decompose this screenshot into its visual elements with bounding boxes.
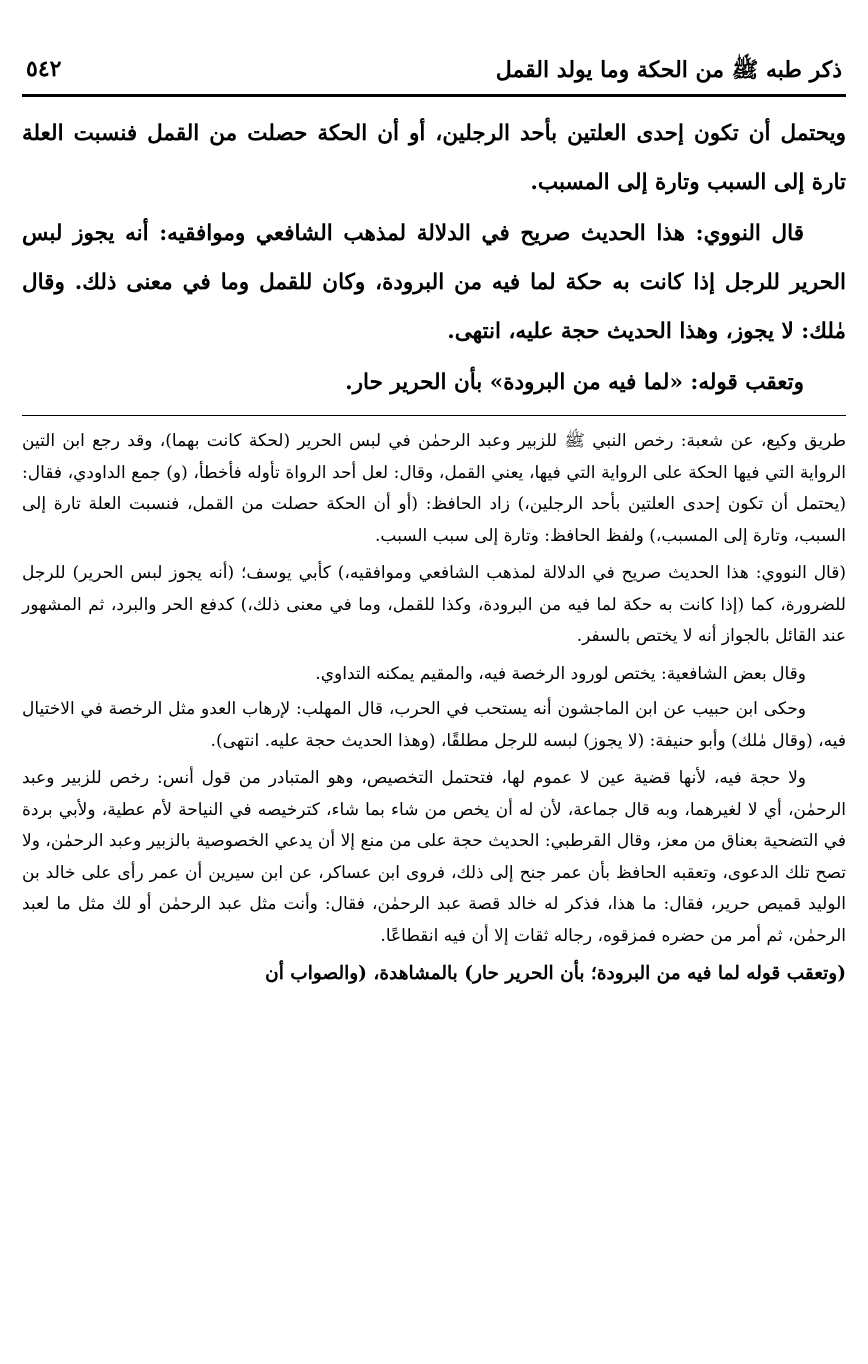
book-page: [22, 54, 846, 994]
commentary-paragraph: وحكى ابن حبيب عن ابن الماجشون أنه يستحب في الحرب، قال المهلب: لإرهاب العدو مثل الرخصة في الاختيال فيه، (وقال مٰلك) وأبو حنيفة: (لا يجوز) لبسه للرجل مطلقًا، (وهذا الحديث حجة عليه. انتهى).: [22, 699, 846, 751]
main-text-paragraph: ويحتمل أن تكون إحدى العلتين بأحد الرجلين، أو أن الحكة حصلت من القمل فنسبت العلة تارة إلى السبب وتارة إلى المسبب.: [22, 121, 846, 195]
commentary-text: [22, 426, 846, 990]
commentary-paragraph: (قال النووي: هذا الحديث صريح في الدلالة لمذهب الشافعي وموافقيه،) كأبي يوسف؛ (أنه يجوز لبس الحرير) للرجل للضرورة، كما (إذا كانت به حكة لما فيه من البرودة، وكذا للقمل، وما في معنى ذلك،) كدفع الحر والبرد، ثم المشهور عند القائل بالجواز أنه لا يختص بالسفر.: [22, 563, 846, 646]
commentary-paragraph: ولا حجة فيه، لأنها قضية عين لا عموم لها، فتحتمل التخصيص، وهو المتبادر من قول أنس: رخص للزبير وعبد الرحمٰن، أي لا لغيرهما، وبه قال جماعة، لأن له أن يخص من شاء بما شاء، كترخيصه في النياحة لأم عطية، ولأبي بردة في التضحية بعناق من معز، وقال القرطبي: الحديث حجة على من منع إلا أن يدعي الخصوصية بالزبير وعبد الرحمٰن، ولا تصح تلك الدعوى، وتعقبه الحافظ بأن عمر جنح إلى ذلك، فروى ابن عساكر، عن ابن سيرين أن عمر رأى على خالد بن الوليد قميص حرير، فقال: ما هذا، فذكر له خالد قصة عبد الرحمٰن، فقال: وأنت مثل عبد الرحمٰن أو لك مثل ما لعبد الرحمٰن، ثم أمر من حضره فمزقوه، رجاله ثقات إلا أن فيه انقطاعًا.: [22, 768, 846, 946]
page-number: ٥٤٢: [26, 56, 62, 82]
commentary-paragraph: (وتعقب قوله لما فيه من البرودة؛ بأن الحرير حار) بالمشاهدة، (والصواب أن: [265, 963, 846, 984]
main-text: [22, 97, 846, 407]
page-header: [22, 54, 846, 97]
section-divider: [22, 415, 846, 416]
main-text-paragraph: قال النووي: هذا الحديث صريح في الدلالة لمذهب الشافعي وموافقيه: أنه يجوز لبس الحرير للرجل إذا كانت به حكة لما فيه من البرودة، وكان للقمل وما في معنى ذلك. وقال مٰلك: لا يجوز، وهذا الحديث حجة عليه، انتهى.: [22, 221, 846, 344]
commentary-paragraph: وقال بعض الشافعية: يختص لورود الرخصة فيه، والمقيم يمكنه التداوي.: [315, 663, 806, 684]
running-title: ذكر طبه ﷺ من الحكة وما يولد القمل: [495, 57, 842, 83]
commentary-paragraph: طريق وكيع، عن شعبة: رخص النبي ﷺ للزبير وعبد الرحمٰن في لبس الحرير (لحكة كانت بهما)، وقد رجع ابن التين الرواية التي فيها الحكة على الرواية التي فيها، يعني القمل، وقال: لعل أحد الرواة تأوله فأخطأ، (و) جمع الداودي، فقال: (يحتمل أن تكون إحدى العلتين بأحد الرجلين،) زاد الحافظ: (أو أن الحكة حصلت من القمل، فنسبت العلة تارة إلى السبب، وتارة إلى المسبب،) ولفظ الحافظ: وتارة إلى سبب السبب.: [22, 431, 846, 546]
main-text-paragraph: وتعقب قوله: «لما فيه من البرودة» بأن الحرير حار.: [345, 370, 804, 395]
